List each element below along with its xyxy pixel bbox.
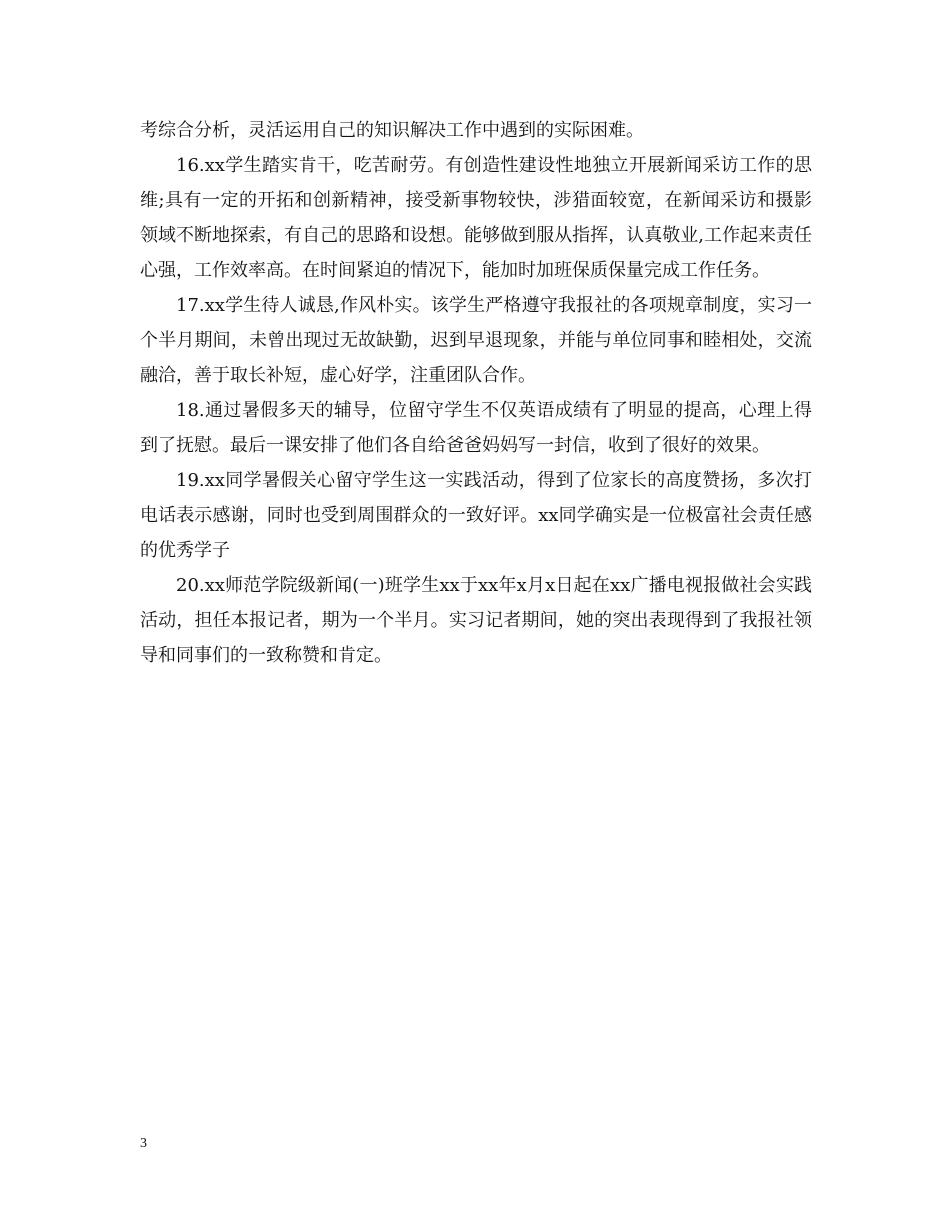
- page-number: 3: [140, 1136, 147, 1151]
- paragraph-item-17: 17.xx学生待人诚恳,作风朴实。该学生严格遵守我报社的各项规章制度，实习一个半月期间，未曾出现过无故缺勤，迟到早退现象，并能与单位同事和睦相处，交流融洽，善于取长补短，虚心好学，注重团队合作。: [140, 295, 812, 386]
- paragraph-item-20: 20.xx师范学院级新闻(一)班学生xx于xx年x月x日起在xx广播电视报做社会实践活动，担任本报记者，期为一个半月。实习记者期间，她的突出表现得到了我报社领导和同事们的一致称赞和肯定。: [140, 575, 812, 666]
- paragraph-item-19: 19.xx同学暑假关心留守学生这一实践活动，得到了位家长的高度赞扬，多次打电话表示感谢，同时也受到周围群众的一致好评。xx同学确实是一位极富社会责任感的优秀学子: [140, 470, 812, 561]
- paragraph-item-18: 18.通过暑假多天的辅导，位留守学生不仅英语成绩有了明显的提高，心理上得到了抚慰。最后一课安排了他们各自给爸爸妈妈写一封信，收到了很好的效果。: [140, 400, 812, 456]
- document-body: [140, 113, 812, 673]
- paragraph-item-16: 16.xx学生踏实肯干，吃苦耐劳。有创造性建设性地独立开展新闻采访工作的思维;具有一定的开拓和创新精神，接受新事物较快，涉猎面较宽，在新闻采访和摄影领域不断地探索，有自己的思路和设想。能够做到服从指挥，认真敬业,工作起来责任心强，工作效率高。在时间紧迫的情况下，能加时加班保质保量完成工作任务。: [140, 155, 812, 281]
- paragraph-continued: 考综合分析，灵活运用自己的知识解决工作中遇到的实际困难。: [140, 120, 644, 141]
